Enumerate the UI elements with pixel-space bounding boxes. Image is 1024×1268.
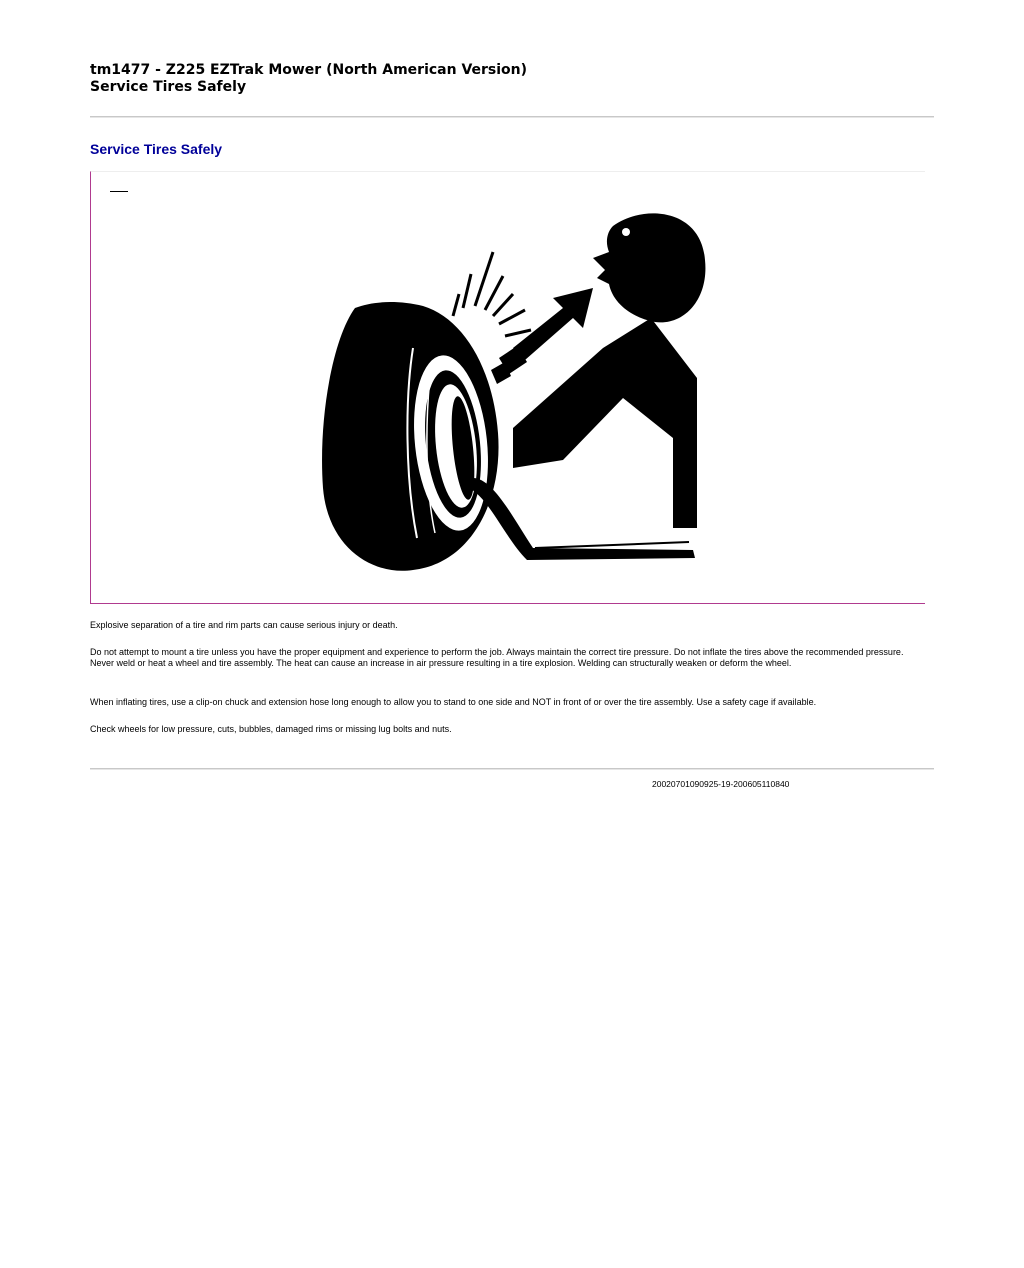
paragraph-3: When inflating tires, use a clip-on chuck and extension hose long enough to allow you to stand to one side and NOT in front of or over the tire assembly. Use a safety cage if available. [90, 697, 817, 707]
header-divider [90, 116, 934, 118]
document-header [90, 62, 527, 96]
figure-frame [90, 171, 925, 604]
document-id: 20020701090925-19-200605110840 [652, 779, 790, 789]
tire-explosion-warning-icon [313, 198, 713, 578]
paragraph-4: Check wheels for low pressure, cuts, bubbles, damaged rims or missing lug bolts and nuts. [90, 724, 452, 734]
paragraph-2: Do not attempt to mount a tire unless you have the proper equipment and experience to perform the job. Always maintain the correct tire pressure. Do not inflate the tires above the recommended pressure. Never weld or heat a wheel and tire assembly. The heat can cause an increase in air pressure resulting in a tire explosion. Welding can structurally weaken or deform the wheel. [90, 647, 904, 668]
paragraph-1: Explosive separation of a tire and rim parts can cause serious injury or death. [90, 620, 398, 630]
section-title: Service Tires Safely [90, 141, 223, 157]
manual-title: tm1477 - Z225 EZTrak Mower (North American Version) [90, 62, 528, 78]
figure-marker [110, 191, 128, 192]
footer-divider [90, 768, 934, 770]
topic-title: Service Tires Safely [90, 79, 247, 95]
